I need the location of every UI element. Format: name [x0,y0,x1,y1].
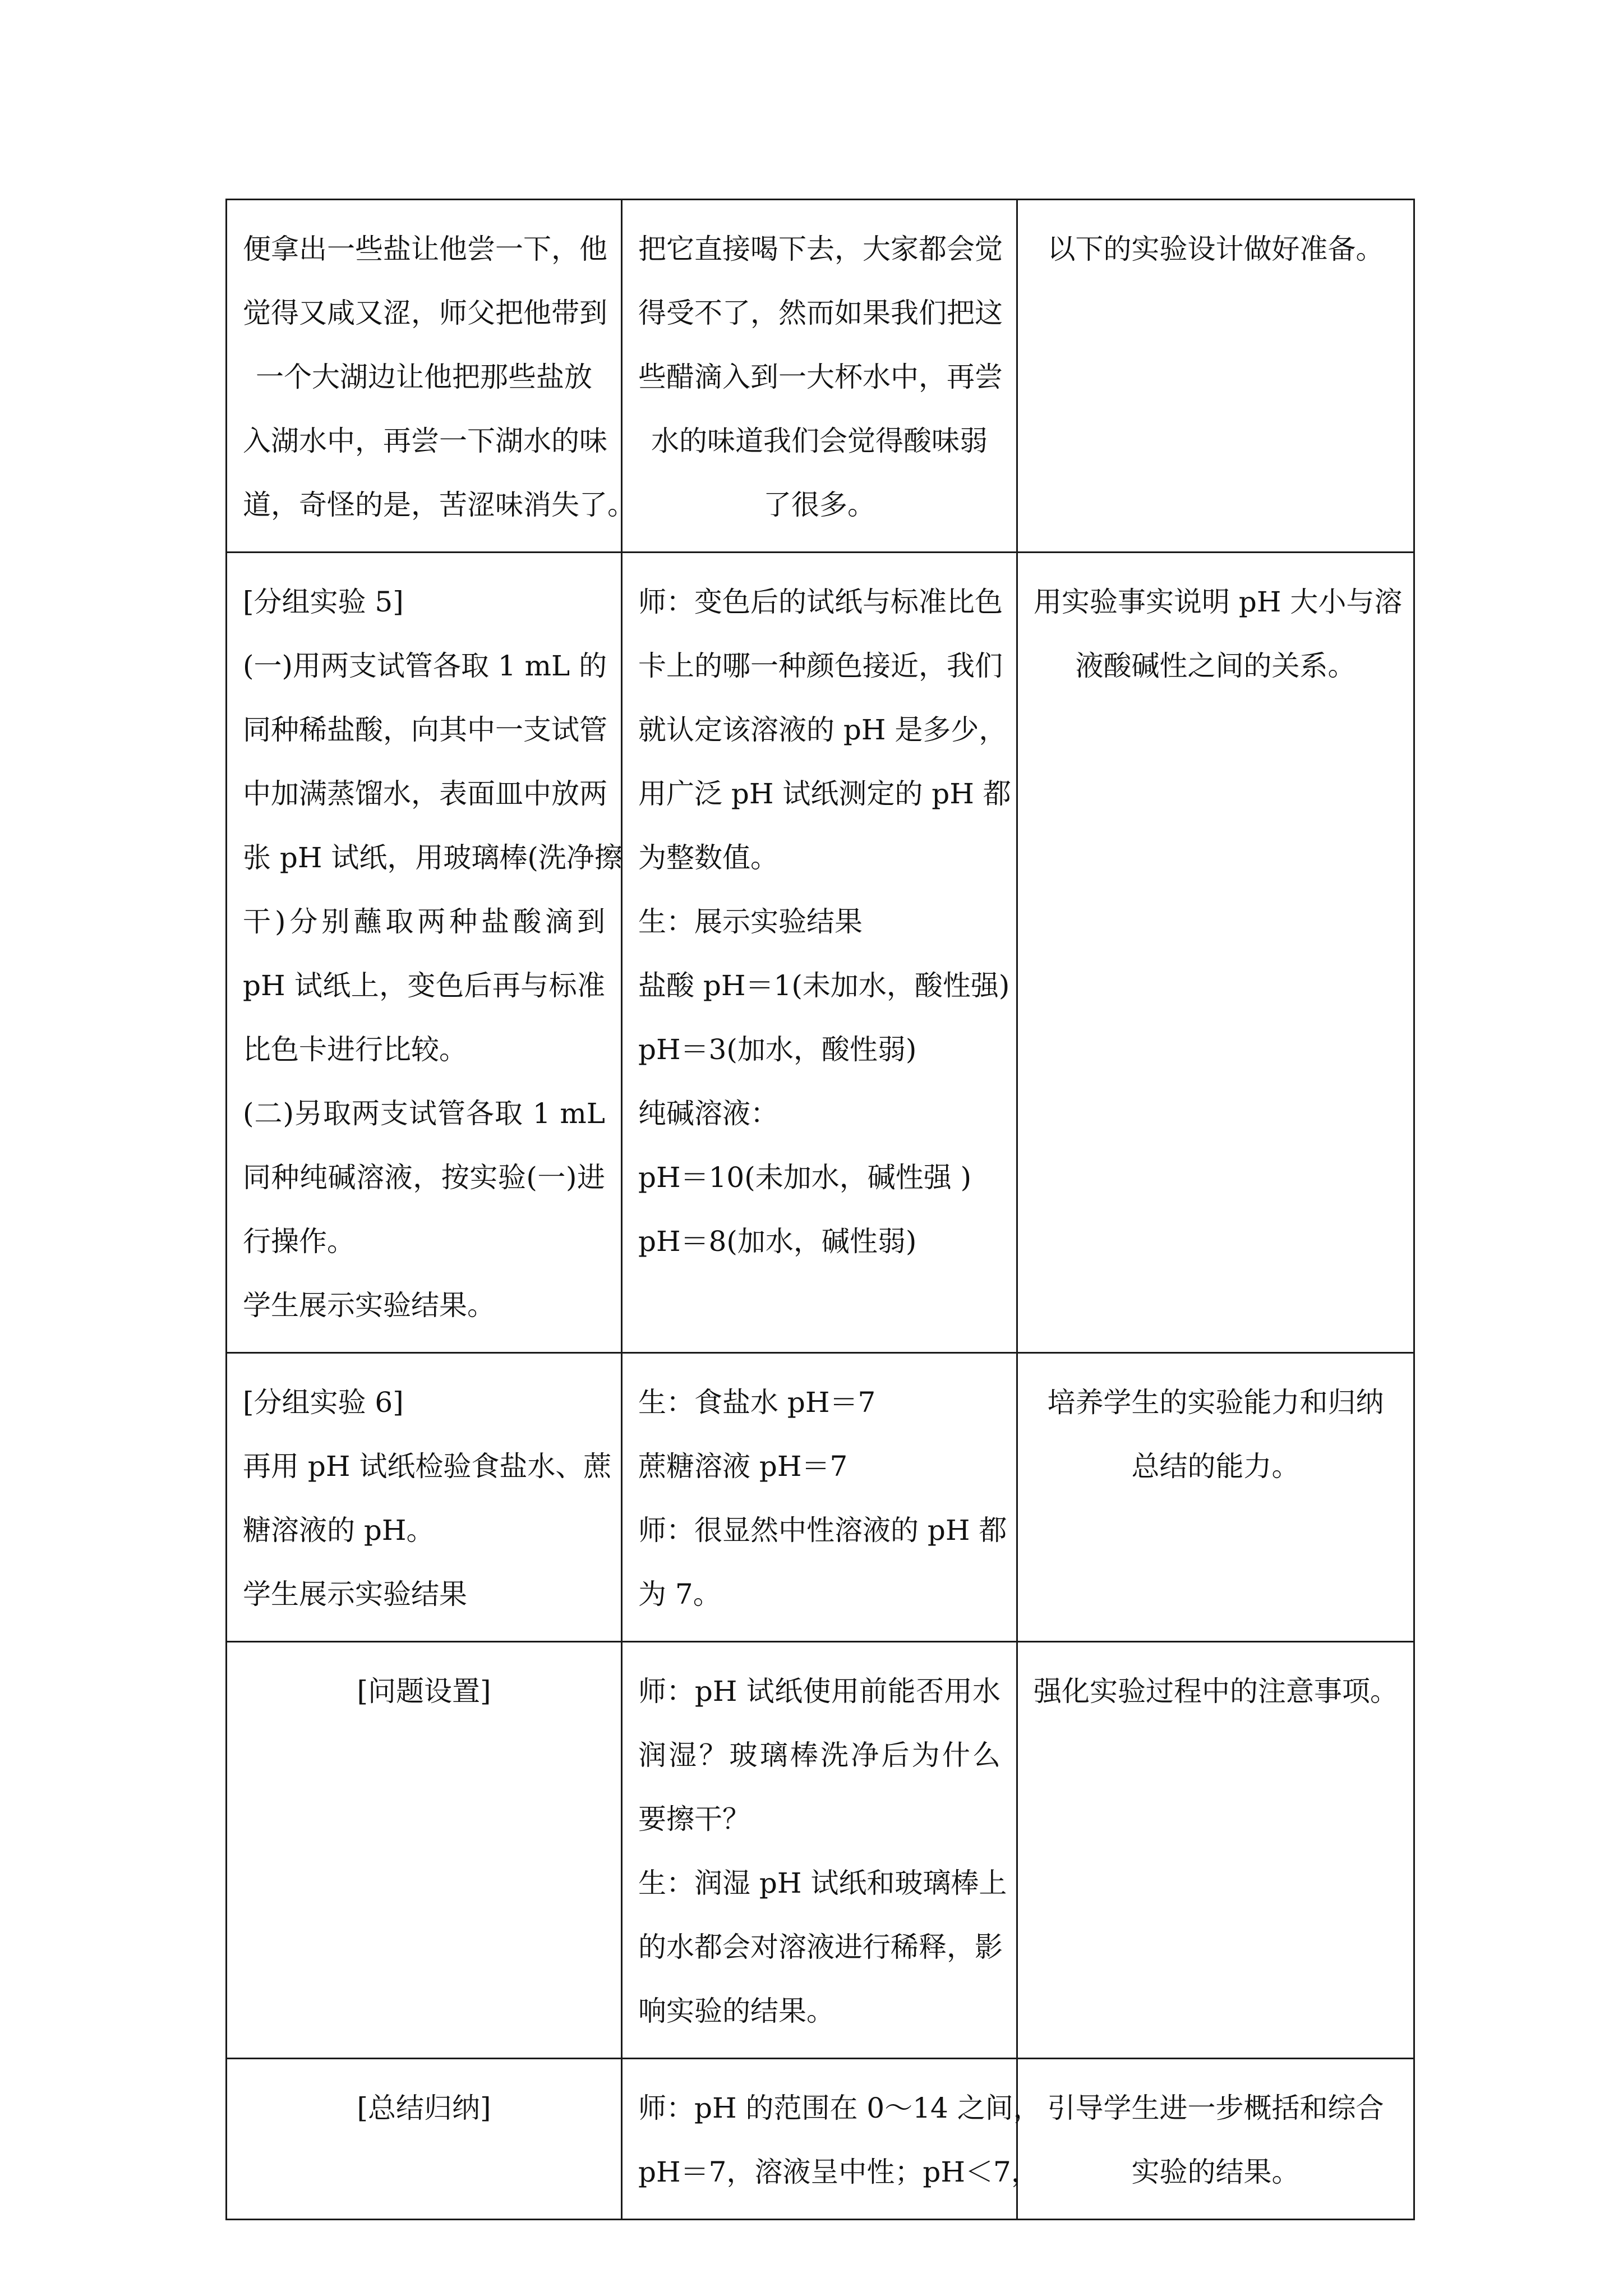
cell-line: 学生展示实验结果 [243,1578,467,1611]
student-activity-cell [227,2059,622,2220]
table-body [227,200,1414,2220]
table-row [227,1353,1414,1642]
teacher-activity-cell [622,200,1017,553]
cell-line: 生：展示实验结果 [638,905,863,938]
cell-line: pH 试纸上，变色后再与标准 [243,969,605,1002]
cell-line: 道，奇怪的是，苦涩味消失了。 [243,489,635,521]
cell-line: 生：食盐水 pH＝7 [638,1386,876,1419]
cell-line: 行操作。 [243,1225,355,1258]
cell-line: 以下的实验设计做好准备。 [1047,233,1384,265]
cell-line: 用实验事实说明 pH 大小与溶 [1034,586,1403,618]
cell-line: 再用 pH 试纸检验食盐水、蔗 [243,1450,612,1483]
design-intent-cell [1017,200,1414,553]
cell-line: 水的味道我们会觉得酸味弱 [651,425,988,457]
cell-line: 纯碱溶液： [638,1097,778,1130]
cell-line: (二)另取两支试管各取 1 mL [243,1097,605,1130]
cell-line: [总结归纳] [357,2092,491,2124]
cell-line: 就认定该溶液的 pH 是多少， [638,714,1007,746]
table-row [227,1642,1414,2059]
cell-line: 干)分别蘸取两种盐酸滴到 [243,905,605,938]
student-activity-cell [227,1353,622,1642]
teacher-activity-cell [622,1642,1017,2059]
teacher-activity-cell [622,553,1017,1353]
student-activity-cell [227,553,622,1353]
cell-line: 些醋滴入到一大杯水中，再尝 [638,361,1003,393]
table-row [227,200,1414,553]
cell-line: 实验的结果。 [1131,2156,1300,2188]
cell-line: 糖溶液的 pH。 [243,1514,435,1547]
cell-line: 培养学生的实验能力和归纳 [1047,1386,1384,1419]
cell-line: 把它直接喝下去，大家都会觉 [638,233,1003,265]
cell-line: pH＝3(加水，酸性弱) [638,1033,917,1066]
cell-line: 的水都会对溶液进行稀释，影 [638,1931,1003,1963]
cell-line: 师：变色后的试纸与标准比色 [638,586,1003,618]
cell-line: pH＝10(未加水，碱性强 ) [638,1161,972,1194]
cell-line: pH＝7，溶液呈中性；pH＜7， [638,2156,1039,2188]
cell-line: 同种稀盐酸，向其中一支试管 [243,714,607,746]
cell-line: 强化实验过程中的注意事项。 [1034,1675,1398,1708]
cell-line: 比色卡进行比较。 [243,1033,467,1066]
cell-line: 液酸碱性之间的关系。 [1075,650,1356,682]
cell-line: 得受不了，然而如果我们把这 [638,297,1003,329]
cell-line: 觉得又咸又涩，师父把他带到 [243,297,607,329]
cell-line: 一个大湖边让他把那些盐放 [256,361,592,393]
cell-line: 为整数值。 [638,841,778,874]
lesson-plan-table [225,199,1415,2220]
cell-line: 引导学生进一步概括和综合 [1047,2092,1384,2124]
cell-line: 中加满蒸馏水，表面皿中放两 [243,777,607,810]
cell-line: 盐酸 pH＝1(未加水，酸性强) [638,969,1010,1002]
cell-line: 响实验的结果。 [638,1995,834,2027]
cell-line: [问题设置] [357,1675,491,1708]
teacher-activity-cell [622,1353,1017,1642]
student-activity-cell [227,1642,622,2059]
design-intent-cell [1017,1642,1414,2059]
cell-line: 总结的能力。 [1131,1450,1300,1483]
cell-line: 用广泛 pH 试纸测定的 pH 都 [638,777,1011,810]
cell-line: 入湖水中，再尝一下湖水的味 [243,425,607,457]
cell-line: (一)用两支试管各取 1 mL 的 [243,650,607,682]
cell-line: 生：润湿 pH 试纸和玻璃棒上 [638,1867,1007,1899]
cell-line: 要擦干？ [638,1803,750,1835]
cell-line: 了很多。 [763,489,875,521]
cell-line: 学生展示实验结果。 [243,1289,495,1322]
cell-line: 张 pH 试纸，用玻璃棒(洗净擦 [243,841,623,874]
table-row [227,2059,1414,2220]
teacher-activity-cell [622,2059,1041,2220]
cell-line: [分组实验 6] [243,1386,404,1419]
design-intent-cell [1017,1353,1414,1642]
cell-line: 润湿？玻璃棒洗净后为什么 [638,1739,1000,1772]
cell-line: 师：pH 试纸使用前能否用水 [638,1675,1000,1708]
design-intent-cell [1017,553,1414,1353]
cell-line: 便拿出一些盐让他尝一下，他 [243,233,607,265]
table-row [227,553,1414,1353]
cell-line: 卡上的哪一种颜色接近，我们 [638,650,1003,682]
student-activity-cell [227,200,635,553]
cell-line: 同种纯碱溶液，按实验(一)进 [243,1161,605,1194]
cell-line: pH＝8(加水，碱性弱) [638,1225,917,1258]
cell-line: 师：pH 的范围在 0～14 之间， [638,2092,1041,2124]
cell-line: 蔗糖溶液 pH＝7 [638,1450,848,1483]
cell-line: 师：很显然中性溶液的 pH 都 [638,1514,1007,1547]
cell-line: [分组实验 5] [243,586,404,618]
design-intent-cell [1017,2059,1414,2220]
cell-line: 为 7。 [638,1578,721,1611]
